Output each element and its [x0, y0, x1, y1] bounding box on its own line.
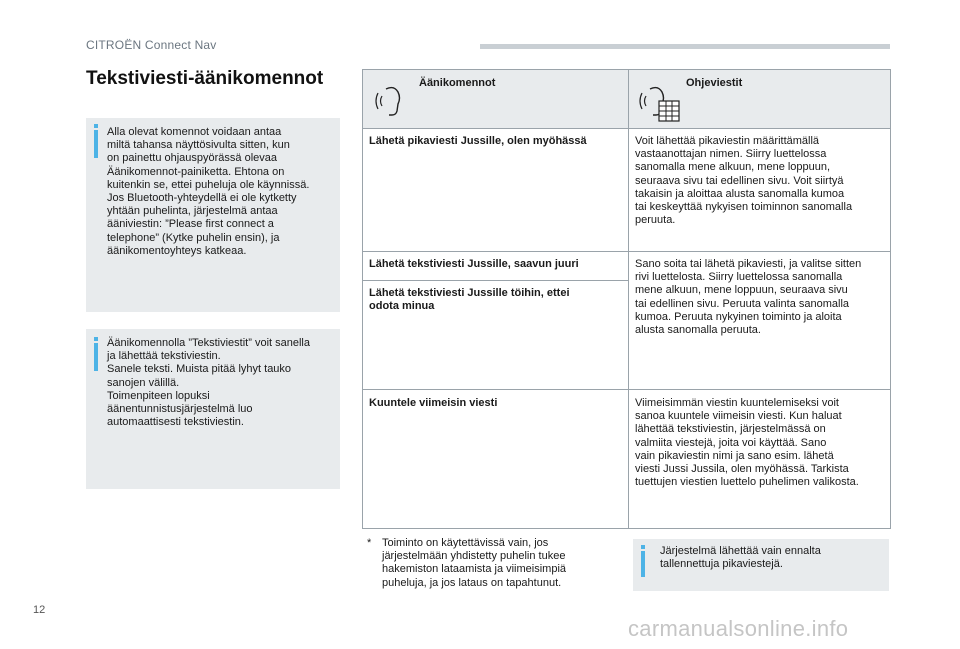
info-icon — [94, 343, 98, 371]
info-box-voice-commands — [86, 118, 340, 312]
info-box-dictation — [86, 329, 340, 489]
column-divider — [628, 70, 629, 528]
table-row-response: Viimeisimmän viestin kuuntelemiseksi voit sanoa kuuntele viimeisin viesti. Kun haluat lähettää tekstiviestin, järjestelmässä on valmiita viestejä, joita voi käyttää. Sano vain pikaviestin nimi ja sano esim. lähetä viesti Jussi Jussila, olen myöhässä. Tarkista tuettujen viestien luettelo puhelimen valikosta. — [635, 397, 859, 489]
footnote-marker: * — [367, 537, 372, 549]
info-box-text: Äänikomennolla ”Tekstiviestit” voit sanella ja lähettää tekstiviestin. Sanele teksti. Muista pitää lyhyt tauko sanojen välillä. Toimenpiteen lopuksi äänentunnistusjärjestelmä luo automaattisesti tekstiviestin. — [107, 337, 310, 429]
row-divider — [363, 280, 628, 281]
header-bar — [480, 44, 890, 49]
row-divider — [363, 389, 890, 390]
voice-help-icon — [637, 84, 681, 129]
page-number: 12 — [33, 604, 46, 616]
voice-command-icon — [373, 84, 409, 127]
info-box-text: Järjestelmä lähettää vain ennalta tallennettuja pikaviestejä. — [660, 545, 821, 571]
table-row-response: Voit lähettää pikaviestin määrittämällä vastaanottajan nimen. Siirry luettelossa sanomalla mene alkuun, mene loppuun, seuraava sivu tai edellinen sivu. Voit siirtyä takaisin ja aloittaa alusta sanomalla kumoa tai keskeyttää nykyisen toiminnon sanomalla peruuta. — [635, 135, 853, 227]
table-row-command: Lähetä tekstiviesti Jussille, saavun juuri — [369, 258, 579, 270]
table-row-command: Lähetä pikaviesti Jussille, olen myöhässä — [369, 135, 587, 147]
info-box-preset-messages — [633, 539, 889, 591]
table-row-command: Lähetä tekstiviesti Jussille töihin, ettei odota minua — [369, 287, 570, 313]
voice-command-table — [362, 69, 891, 529]
table-header-row — [363, 70, 890, 129]
header-voice-commands: Äänikomennot — [419, 77, 496, 89]
info-icon — [641, 551, 645, 577]
header-help-messages: Ohjeviestit — [686, 77, 743, 89]
brand-label: CITROËN Connect Nav — [86, 38, 217, 52]
page-title: Tekstiviesti-äänikomennot — [86, 68, 324, 89]
table-row-response: Sano soita tai lähetä pikaviesti, ja valitse sitten rivi luettelosta. Siirry luettelossa sanomalla mene alkuun, mene loppuun, seuraava sivu tai edellinen sivu. Peruuta valinta sanomalla kumoa. Peruuta nykyinen toiminto ja aloita alusta sanomalla peruuta. — [635, 258, 862, 337]
footnote-text: Toiminto on käytettävissä vain, jos järjestelmään yhdistetty puhelin tukee hakemiston lataamista ja viimeisimpiä puheluja, ja jos lataus on tapahtunut. — [382, 537, 567, 589]
info-box-text: Alla olevat komennot voidaan antaa miltä tahansa näyttösivulta sitten, kun on painettu ohjauspyörässä olevaa Äänikomennot-painiketta. Ehtona on kuitenkin se, ettei puheluja ole käynnissä. Jos Bluetooth-yhteydellä ei ole kytketty yhtään puhelinta, järjestelmä antaa ääniviestin: ”Please first connect a telephone” (Kytke puhelin ensin), ja äänikomentoyhteys katkeaa. — [107, 126, 310, 257]
row-divider — [363, 251, 890, 252]
watermark: carmanualsonline.info — [628, 616, 849, 641]
table-row-command: Kuuntele viimeisin viesti — [369, 397, 498, 409]
info-icon — [94, 130, 98, 158]
